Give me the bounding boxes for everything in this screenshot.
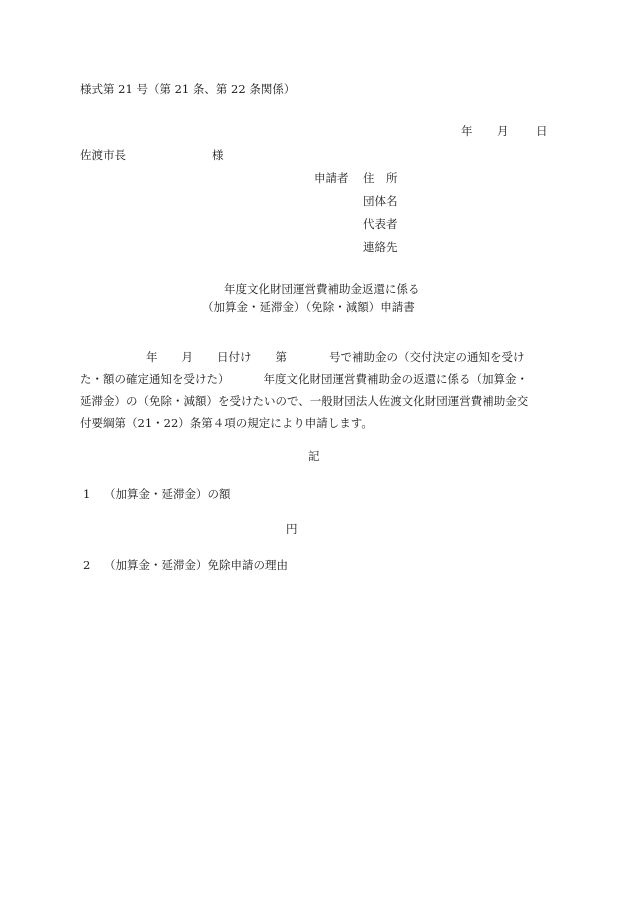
title-line-2: （加算金・延滞金）（免除・減額）申請書: [202, 300, 415, 314]
address-label: 住 所: [363, 171, 398, 185]
body-date-suffix: 日付け: [217, 350, 252, 364]
addressee-honorific: 様: [212, 148, 224, 162]
body-line-1: [80, 346, 552, 368]
rep-label: 代表者: [363, 217, 398, 231]
item-1-number: 1: [83, 487, 91, 501]
body-line-2: [80, 368, 552, 390]
body-year: 年: [146, 350, 158, 364]
body-number-prefix: 第: [275, 350, 287, 364]
item-1-label: （加算金・延滞金）の額: [104, 487, 231, 501]
body-month: 月: [181, 350, 193, 364]
ki-heading: 記: [308, 449, 320, 463]
body-line-4: 付要綱第（21・22）条第４項の規定により申請します。: [80, 416, 373, 430]
item-2-label: （加算金・延滞金）免除申請の理由: [104, 558, 288, 572]
body-line-3: 延滞金）の（免除・減額）を受けたいので、一般財団法人佐渡文化財団運営費補助金交: [80, 394, 529, 408]
body-line-2b: 年度文化財団運営費補助金の返還に係る（加算金・: [263, 372, 528, 386]
date-day: 日: [536, 124, 548, 138]
org-label: 団体名: [363, 194, 398, 208]
body-line-1-text: 号で補助金の（交付決定の通知を受け: [329, 350, 525, 364]
body-paragraph: [80, 346, 552, 434]
applicant-label: 申請者: [314, 171, 349, 185]
form-number: 様式第 21 号（第 21 条、第 22 条関係）: [80, 82, 296, 96]
date-year: 年: [461, 124, 473, 138]
contact-label: 連絡先: [363, 240, 398, 254]
item-1-unit: 円: [286, 522, 298, 536]
date-month: 月: [497, 124, 509, 138]
item-2-number: 2: [83, 558, 91, 572]
addressee-name: 佐渡市長: [80, 148, 126, 162]
body-line-2a: た・額の確定通知を受けた）: [80, 372, 230, 386]
title-line-1: 年度文化財団運営費補助金返還に係る: [224, 282, 420, 296]
